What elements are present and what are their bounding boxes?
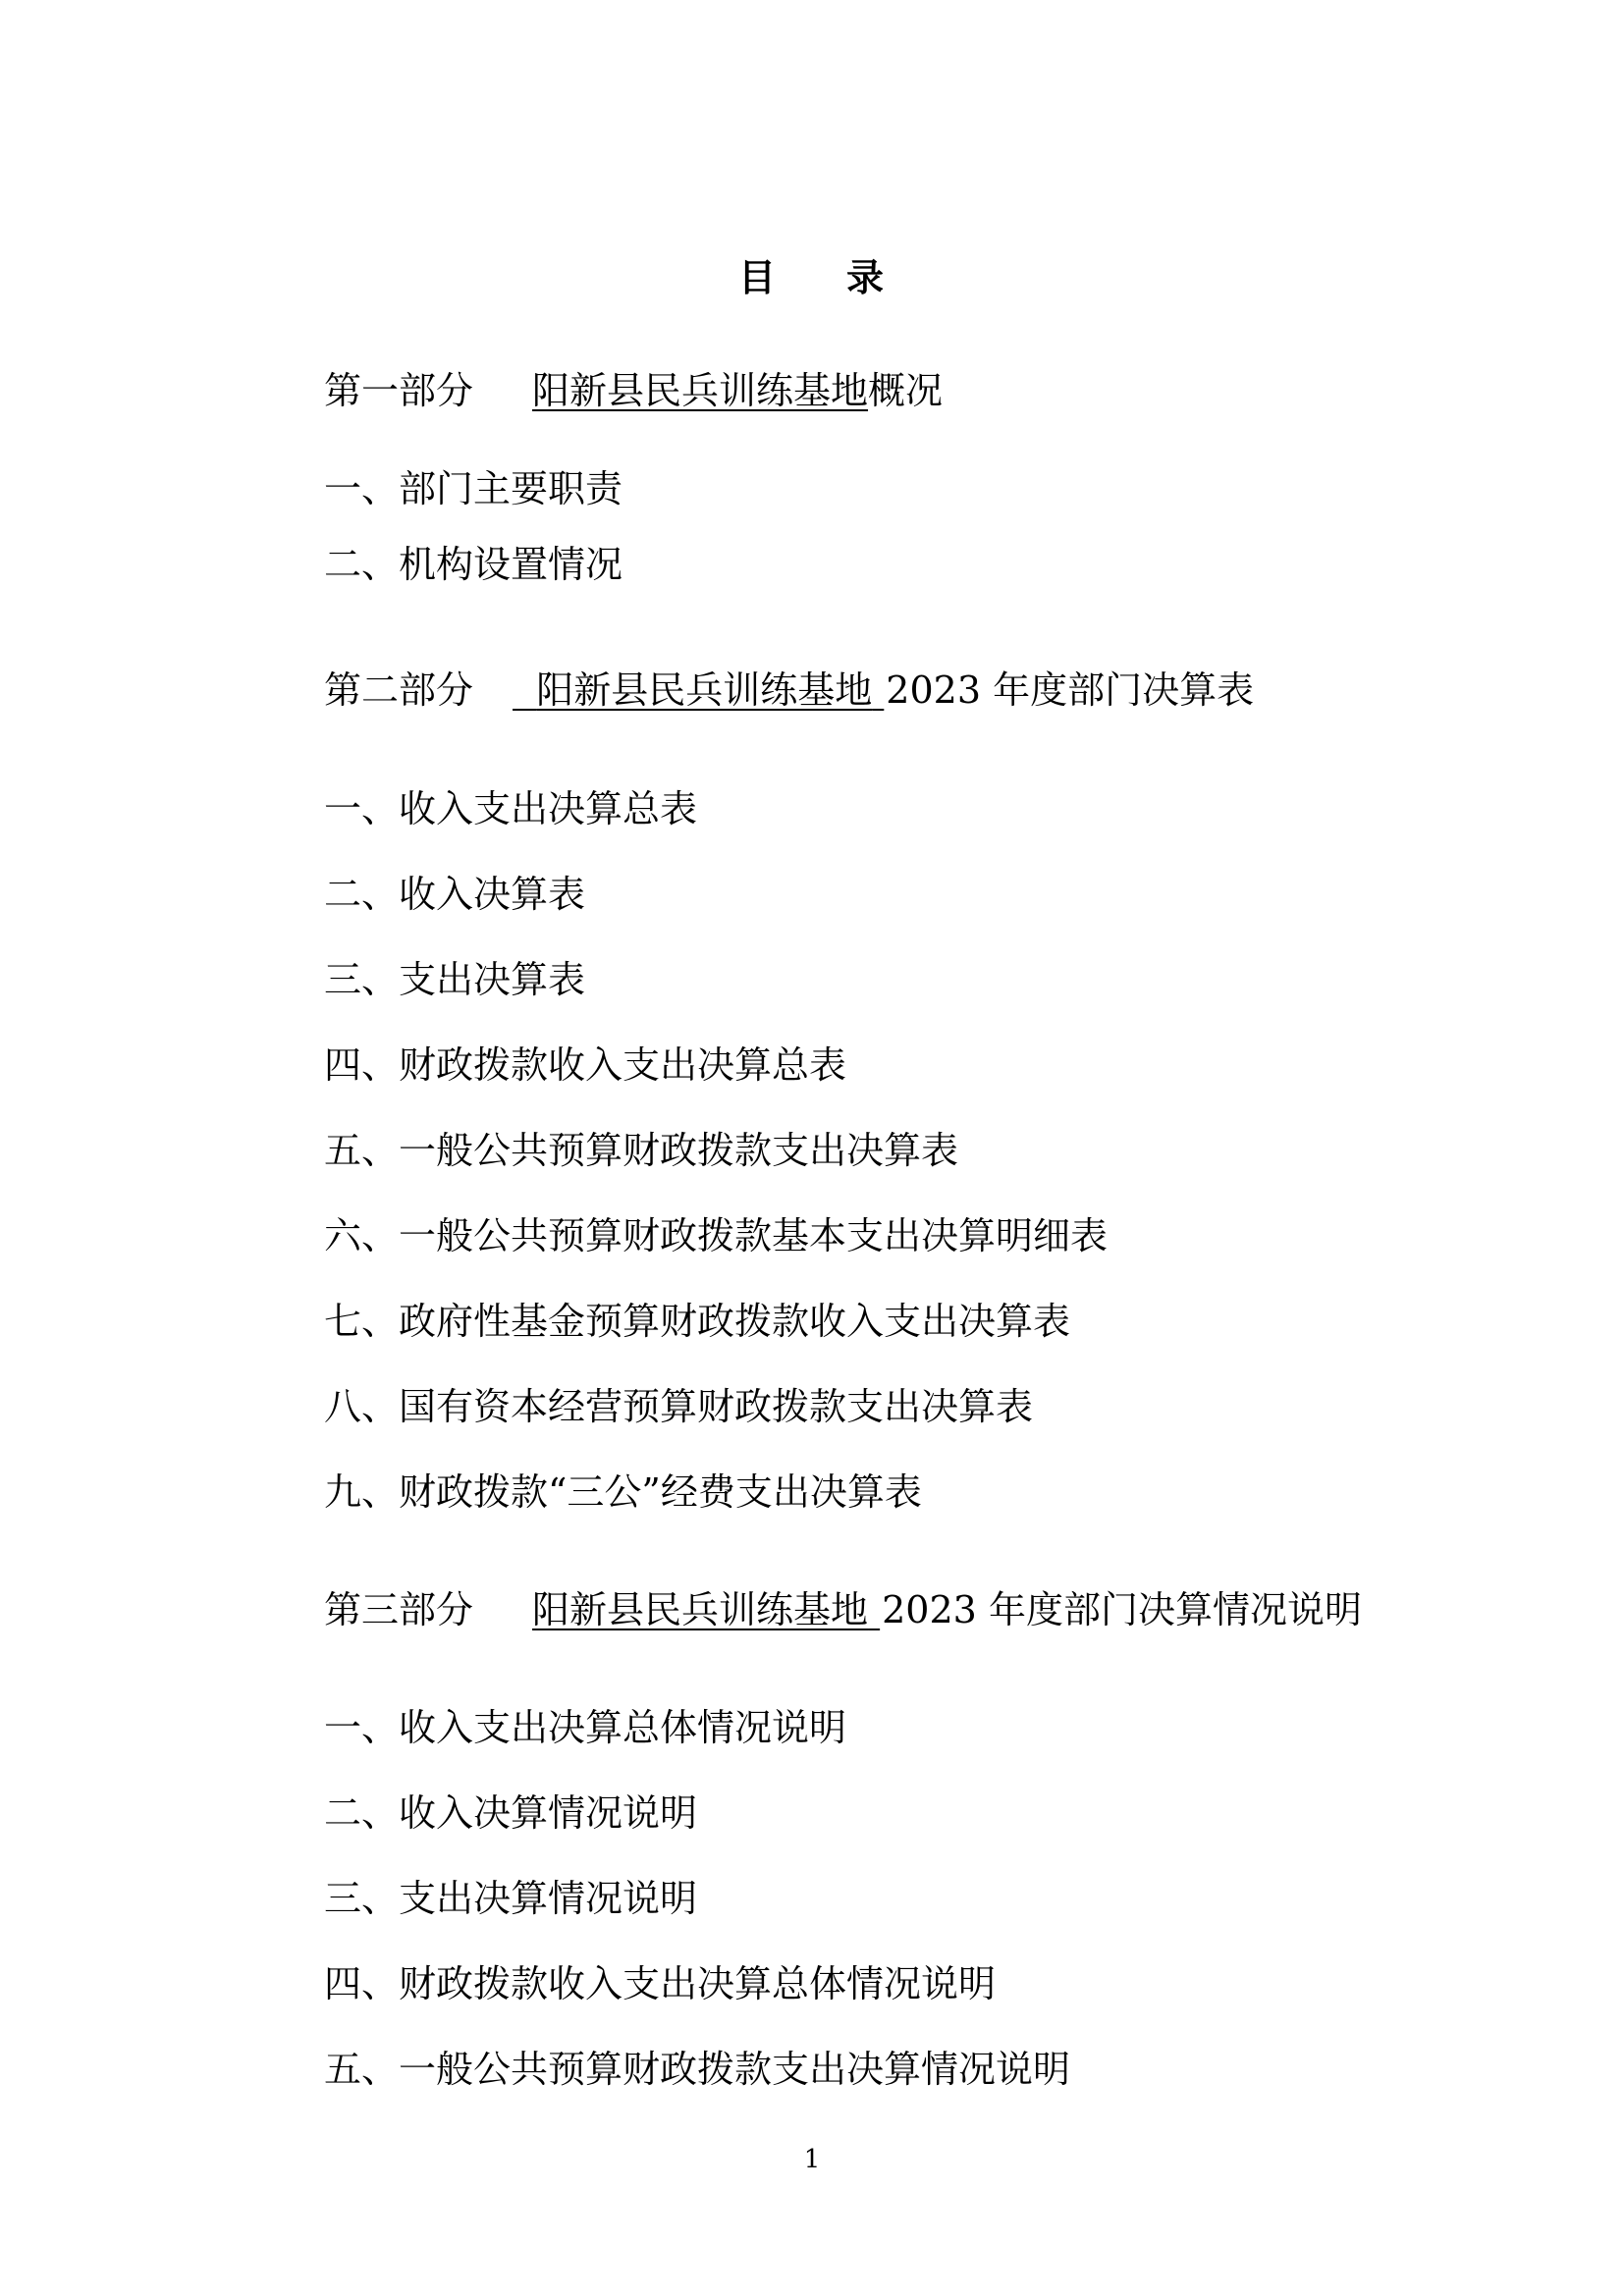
part3-year: 2023 bbox=[882, 1588, 977, 1631]
part1-item: 一、部门主要职责 bbox=[324, 467, 623, 510]
part3-item: 二、收入决算情况说明 bbox=[324, 1791, 698, 1835]
part3-item: 一、收入支出决算总体情况说明 bbox=[324, 1706, 847, 1749]
toc-title-right: 录 bbox=[846, 255, 887, 299]
part2-suffix: 年度部门决算表 bbox=[993, 668, 1255, 712]
part3-label: 第三部分 bbox=[324, 1588, 474, 1631]
part1-org: 阳新县民兵训练基地 bbox=[532, 369, 869, 412]
part2-item: 九、财政拨款“三公”经费支出决算表 bbox=[324, 1470, 922, 1514]
part2-item: 八、国有资本经营预算财政拨款支出决算表 bbox=[324, 1385, 1034, 1428]
part2-item: 四、财政拨款收入支出决算总表 bbox=[324, 1043, 847, 1087]
part2-item: 一、收入支出决算总表 bbox=[324, 787, 698, 830]
part3-item: 三、支出决算情况说明 bbox=[324, 1877, 698, 1920]
part3-item: 四、财政拨款收入支出决算总体情况说明 bbox=[324, 1962, 997, 2005]
page-number: 1 bbox=[803, 2145, 821, 2174]
toc-title-left: 目 bbox=[737, 255, 778, 299]
part2-item: 五、一般公共预算财政拨款支出决算表 bbox=[324, 1129, 959, 1172]
part3-suffix: 年度部门决算情况说明 bbox=[988, 1588, 1362, 1631]
toc-title bbox=[0, 247, 1624, 301]
part3-item: 五、一般公共预算财政拨款支出决算情况说明 bbox=[324, 2048, 1071, 2091]
part1-heading bbox=[324, 369, 943, 414]
part2-item: 六、一般公共预算财政拨款基本支出决算明细表 bbox=[324, 1214, 1109, 1257]
part1-item: 二、机构设置情况 bbox=[324, 543, 623, 586]
part3-org: 阳新县民兵训练基地 bbox=[532, 1588, 869, 1631]
part2-item: 二、收入决算表 bbox=[324, 873, 586, 916]
part2-item: 三、支出决算表 bbox=[324, 958, 586, 1001]
part2-label: 第二部分 bbox=[324, 668, 474, 712]
part1-label: 第一部分 bbox=[324, 369, 474, 412]
part2-item: 七、政府性基金预算财政拨款收入支出决算表 bbox=[324, 1300, 1071, 1343]
part2-heading bbox=[324, 668, 1254, 714]
part2-year: 2023 bbox=[886, 668, 982, 712]
part3-heading bbox=[324, 1588, 1362, 1633]
part2-org: 阳新县民兵训练基地 bbox=[536, 668, 873, 712]
part1-suffix: 概况 bbox=[868, 369, 944, 412]
